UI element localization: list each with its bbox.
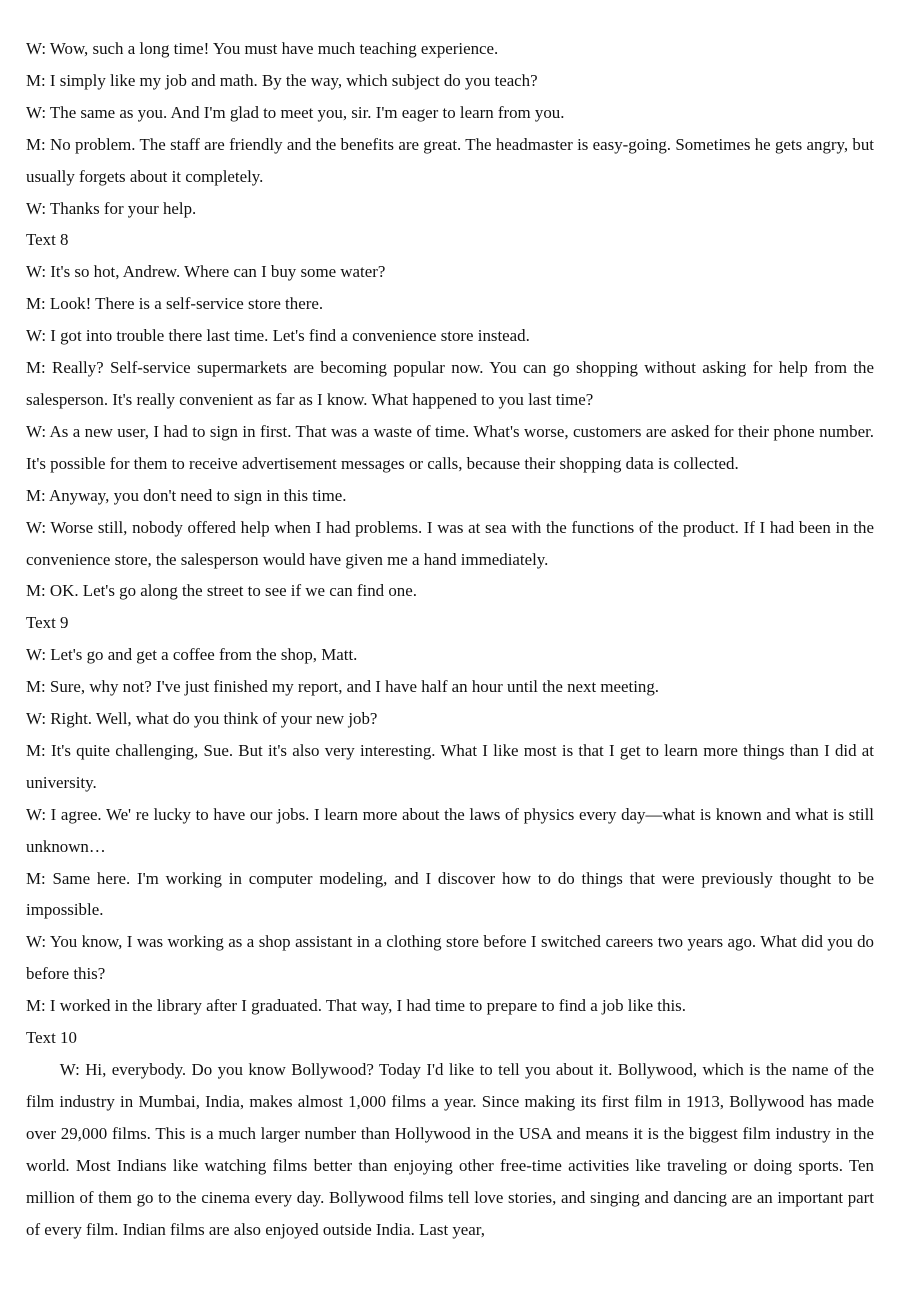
dialogue-line: M: Look! There is a self-service store there. bbox=[26, 294, 324, 314]
dialogue-line: W: I agree. We' re lucky to have our jobs. I learn more about the laws of physics every day—what is known and what is still unknown… bbox=[26, 804, 874, 856]
dialogue-line: W: Right. Well, what do you think of your new job? bbox=[26, 709, 378, 729]
dialogue-line: M: Same here. I'm working in computer modeling, and I discover how to do things that were previously thought to be impossible. bbox=[26, 868, 874, 920]
dialogue-line: W: Worse still, nobody offered help when I had problems. I was at sea with the functions of the product. If I had been in the convenience store, the salesperson would have given me a hand immediately. bbox=[26, 517, 874, 569]
dialogue-line: W: You know, I was working as a shop assistant in a clothing store before I switched careers two years ago. What did you do before this? bbox=[26, 932, 874, 984]
dialogue-line: W: It's so hot, Andrew. Where can I buy some water? bbox=[26, 262, 386, 282]
section-heading-text-10: Text 10 bbox=[26, 1028, 77, 1048]
dialogue-line: M: Really? Self-service supermarkets are becoming popular now. You can go shopping without asking for help from the salesperson. It's really convenient as far as I know. What happened to you last time? bbox=[26, 358, 874, 409]
monologue-paragraph: W: Hi, everybody. Do you know Bollywood? Today I'd like to tell you about it. Bollywood, which is the name of the film industry in Mumbai, India, makes almost 1,000 films a year. Since making its first film in 1913, Bollywood has made over 29,000 films. This is a much larger number than Hollywood in the USA and means it is the biggest film industry in the world. Most Indians like watching films better than enjoying other free-time activities like traveling or doing sports. Ten million of them go to the cinema every day. Bollywood films tell love stories, and singing and dancing are an important part of every film. Indian films are also enjoyed outside India. Last year, bbox=[26, 1060, 874, 1239]
dialogue-line: W: Wow, such a long time! You must have much teaching experience. bbox=[26, 39, 499, 58]
dialogue-line: W: I got into trouble there last time. Let's find a convenience store instead. bbox=[26, 326, 530, 346]
dialogue-line: W: Thanks for your help. bbox=[26, 198, 197, 218]
dialogue-line: M: OK. Let's go along the street to see if we can find one. bbox=[26, 581, 417, 601]
dialogue-line: M: I simply like my job and math. By the way, which subject do you teach? bbox=[26, 70, 538, 90]
dialogue-line: M: Anyway, you don't need to sign in this time. bbox=[26, 485, 347, 505]
dialogue-line: M: No problem. The staff are friendly and the benefits are great. The headmaster is easy-going. Sometimes he gets angry, but usually forgets about it completely. bbox=[26, 134, 874, 186]
section-heading-text-9: Text 9 bbox=[26, 613, 69, 633]
dialogue-line: M: Sure, why not? I've just finished my report, and I have half an hour until the next meeting. bbox=[26, 677, 660, 697]
dialogue-line: W: As a new user, I had to sign in first. That was a waste of time. What's worse, customers are asked for their phone number. It's possible for them to receive advertisement messages or calls, because their shopping data is collected. bbox=[26, 421, 874, 473]
dialogue-line: W: The same as you. And I'm glad to meet you, sir. I'm eager to learn from you. bbox=[26, 102, 565, 122]
dialogue-line: W: Let's go and get a coffee from the shop, Matt. bbox=[26, 645, 358, 665]
section-heading-text-8: Text 8 bbox=[26, 230, 69, 250]
dialogue-line: M: I worked in the library after I graduated. That way, I had time to prepare to find a job like this. bbox=[26, 996, 686, 1016]
dialogue-line: M: It's quite challenging, Sue. But it's also very interesting. What I like most is that I get to learn more things than I did at university. bbox=[26, 740, 874, 792]
